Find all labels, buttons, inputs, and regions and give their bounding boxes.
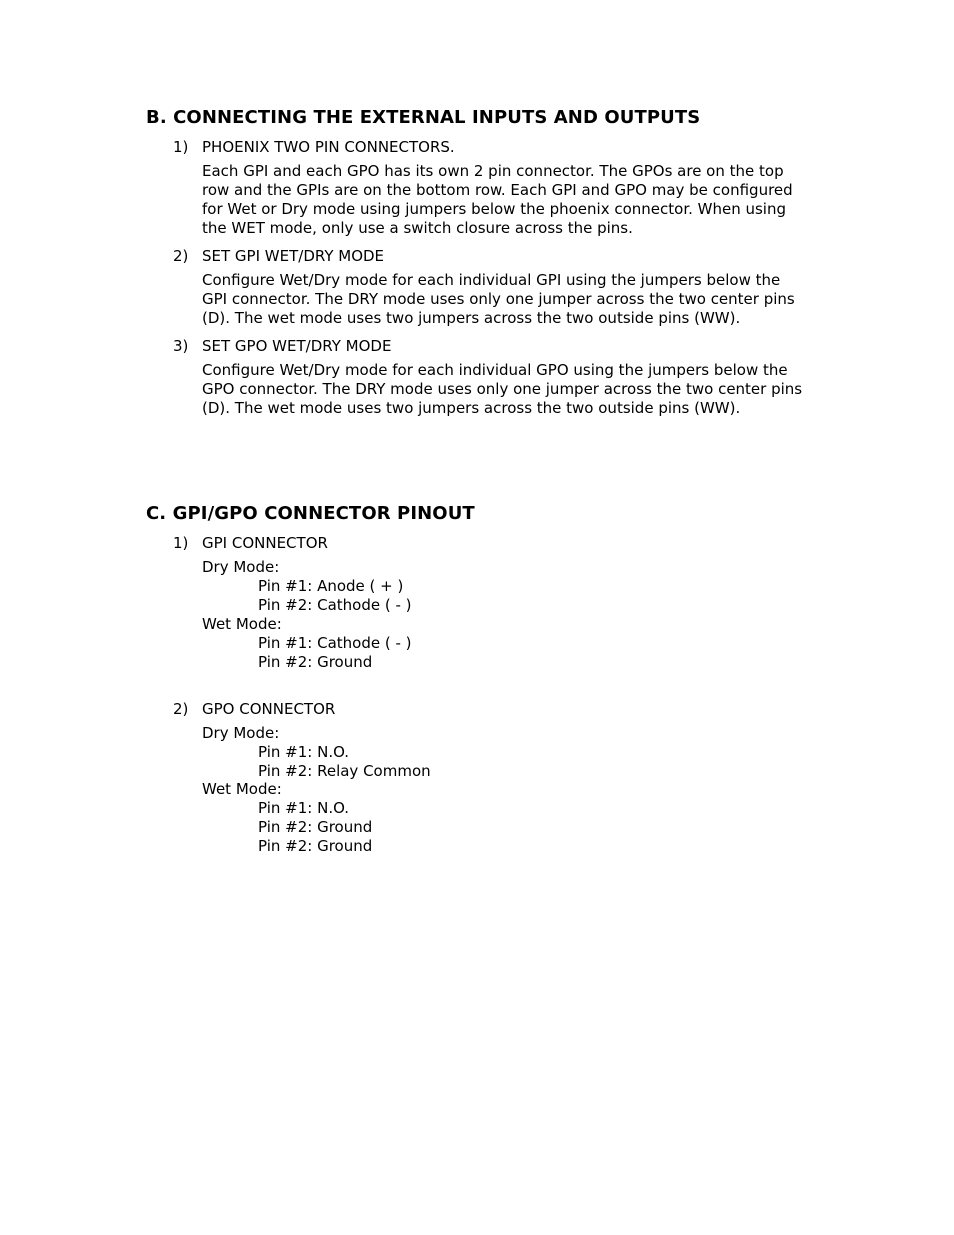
paragraph-line: row and the GPIs are on the bottom row. Each GPI and GPO may be configured <box>202 181 793 199</box>
item-c2-title: GPO CONNECTOR <box>202 700 336 718</box>
paragraph-line: the WET mode, only use a switch closure across the pins. <box>202 219 633 237</box>
gpo-wet-pin-2: Pin #2: Ground <box>258 818 373 836</box>
paragraph-line: Configure Wet/Dry mode for each individual GPO using the jumpers below the <box>202 361 788 379</box>
paragraph-line: GPI connector. The DRY mode uses only one jumper across the two center pins <box>202 290 795 308</box>
gpi-wet-mode-label: Wet Mode: <box>202 615 282 633</box>
item-b3-number: 3) <box>173 337 189 355</box>
section-c-heading: C. GPI/GPO CONNECTOR PINOUT <box>146 503 475 524</box>
section-b-heading: B. CONNECTING THE EXTERNAL INPUTS AND OUTPUTS <box>146 107 701 128</box>
paragraph-line: Configure Wet/Dry mode for each individual GPI using the jumpers below the <box>202 271 781 289</box>
gpo-wet-pin-3: Pin #2: Ground <box>258 837 373 855</box>
paragraph-line: for Wet or Dry mode using jumpers below the phoenix connector. When using <box>202 200 787 218</box>
item-b3-title: SET GPO WET/DRY MODE <box>202 337 392 355</box>
paragraph-line: (D). The wet mode uses two jumpers across the two outside pins (WW). <box>202 309 741 327</box>
gpo-dry-pin-2: Pin #2: Relay Common <box>258 762 431 780</box>
gpi-wet-pin-1: Pin #1: Cathode ( - ) <box>258 634 412 652</box>
item-b2-title: SET GPI WET/DRY MODE <box>202 247 385 265</box>
gpi-dry-pin-2: Pin #2: Cathode ( - ) <box>258 596 412 614</box>
gpo-wet-pin-1: Pin #1: N.O. <box>258 799 350 817</box>
item-c2-number: 2) <box>173 700 189 718</box>
gpo-dry-mode-label: Dry Mode: <box>202 724 280 742</box>
item-b2-number: 2) <box>173 247 189 265</box>
paragraph-line: (D). The wet mode uses two jumpers across the two outside pins (WW). <box>202 399 741 417</box>
gpi-dry-mode-label: Dry Mode: <box>202 558 280 576</box>
item-b1-number: 1) <box>173 138 189 156</box>
gpo-wet-mode-label: Wet Mode: <box>202 780 282 798</box>
paragraph-line: GPO connector. The DRY mode uses only one jumper across the two center pins <box>202 380 803 398</box>
item-c1-title: GPI CONNECTOR <box>202 534 328 552</box>
item-b2-paragraph <box>202 271 842 328</box>
item-c1-number: 1) <box>173 534 189 552</box>
paragraph-line: Each GPI and each GPO has its own 2 pin connector. The GPOs are on the top <box>202 162 784 180</box>
gpi-wet-pin-2: Pin #2: Ground <box>258 653 373 671</box>
item-b1-paragraph <box>202 162 842 238</box>
item-b1-title: PHOENIX TWO PIN CONNECTORS. <box>202 138 455 156</box>
gpo-dry-pin-1: Pin #1: N.O. <box>258 743 350 761</box>
item-b3-paragraph <box>202 361 842 418</box>
gpi-dry-pin-1: Pin #1: Anode ( + ) <box>258 577 404 595</box>
